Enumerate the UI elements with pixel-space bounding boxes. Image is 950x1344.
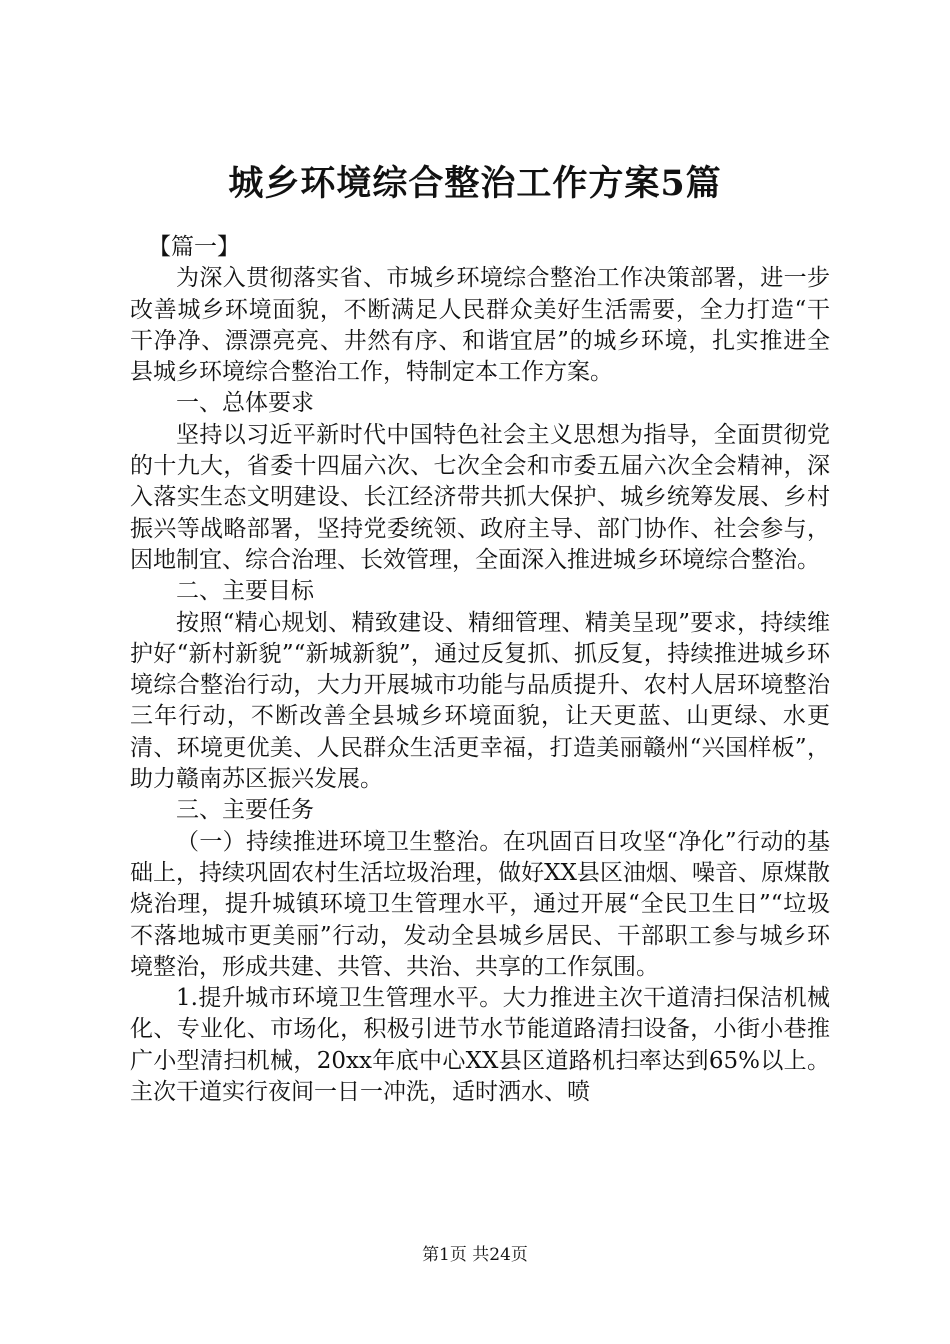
document-body xyxy=(130,232,830,1108)
paragraph-general-requirements: 坚持以习近平新时代中国特色社会主义思想为指导，全面贯彻党的十九大，省委十四届六次、七次全会和市委五届六次全会精神，深入落实生态文明建设、长江经济带共抓大保护、城乡统筹发展、乡村振兴等战略部署，坚持党委统领、政府主导、部门协作、社会参与，因地制宜、综合治理、长效管理，全面深入推进城乡环境综合整治。 xyxy=(130,421,830,573)
page-footer: 第1页 共24页 xyxy=(422,1245,528,1265)
paragraph-task-one: （一）持续推进环境卫生整治。在巩固百日攻坚“净化”行动的基础上，持续巩固农村生活垃圾治理，做好XX县区油烟、噪音、原煤散烧治理，提升城镇环境卫生管理水平，通过开展“全民卫生日”“垃圾不落地城市更美丽”行动，发动全县城乡居民、干部职工参与城乡环境整治，形成共建、共管、共治、共享的工作氛围。 xyxy=(130,828,830,980)
paragraph-main-goals: 按照“精心规划、精致建设、精细管理、精美呈现”要求，持续维护好“新村新貌”“新城新貌”，通过反复抓、抓反复，持续推进城乡环境综合整治行动，大力开展城市功能与品质提升、农村人居环境整治三年行动，不断改善全县城乡环境面貌，让天更蓝、山更绿、水更清、环境更优美、人民群众生活更幸福，打造美丽赣州“兴国样板”，助力赣南苏区振兴发展。 xyxy=(130,609,830,793)
section-label: 【篇一】 xyxy=(148,234,240,260)
heading-main-goals: 二、主要目标 xyxy=(176,578,314,605)
heading-general-requirements: 一、总体要求 xyxy=(176,390,314,417)
document-title: 城乡环境综合整治工作方案5篇 xyxy=(228,163,722,204)
intro-paragraph: 为深入贯彻落实省、市城乡环境综合整治工作决策部署，进一步改善城乡环境面貌，不断满足人民群众美好生活需要，全力打造“干干净净、漂漂亮亮、井然有序、和谐宜居”的城乡环境，扎实推进全县城乡环境综合整治工作，特制定本工作方案。 xyxy=(130,265,830,386)
heading-main-tasks: 三、主要任务 xyxy=(176,797,314,824)
paragraph-task-one-item-one: 1.提升城市环境卫生管理水平。大力推进主次干道清扫保洁机械化、专业化、市场化，积极引进节水节能道路清扫设备，小街小巷推广小型清扫机械，20xx年底中心XX县区道路机扫率达到65%以上。主次干道实行夜间一日一冲洗，适时洒水、喷 xyxy=(130,985,830,1106)
